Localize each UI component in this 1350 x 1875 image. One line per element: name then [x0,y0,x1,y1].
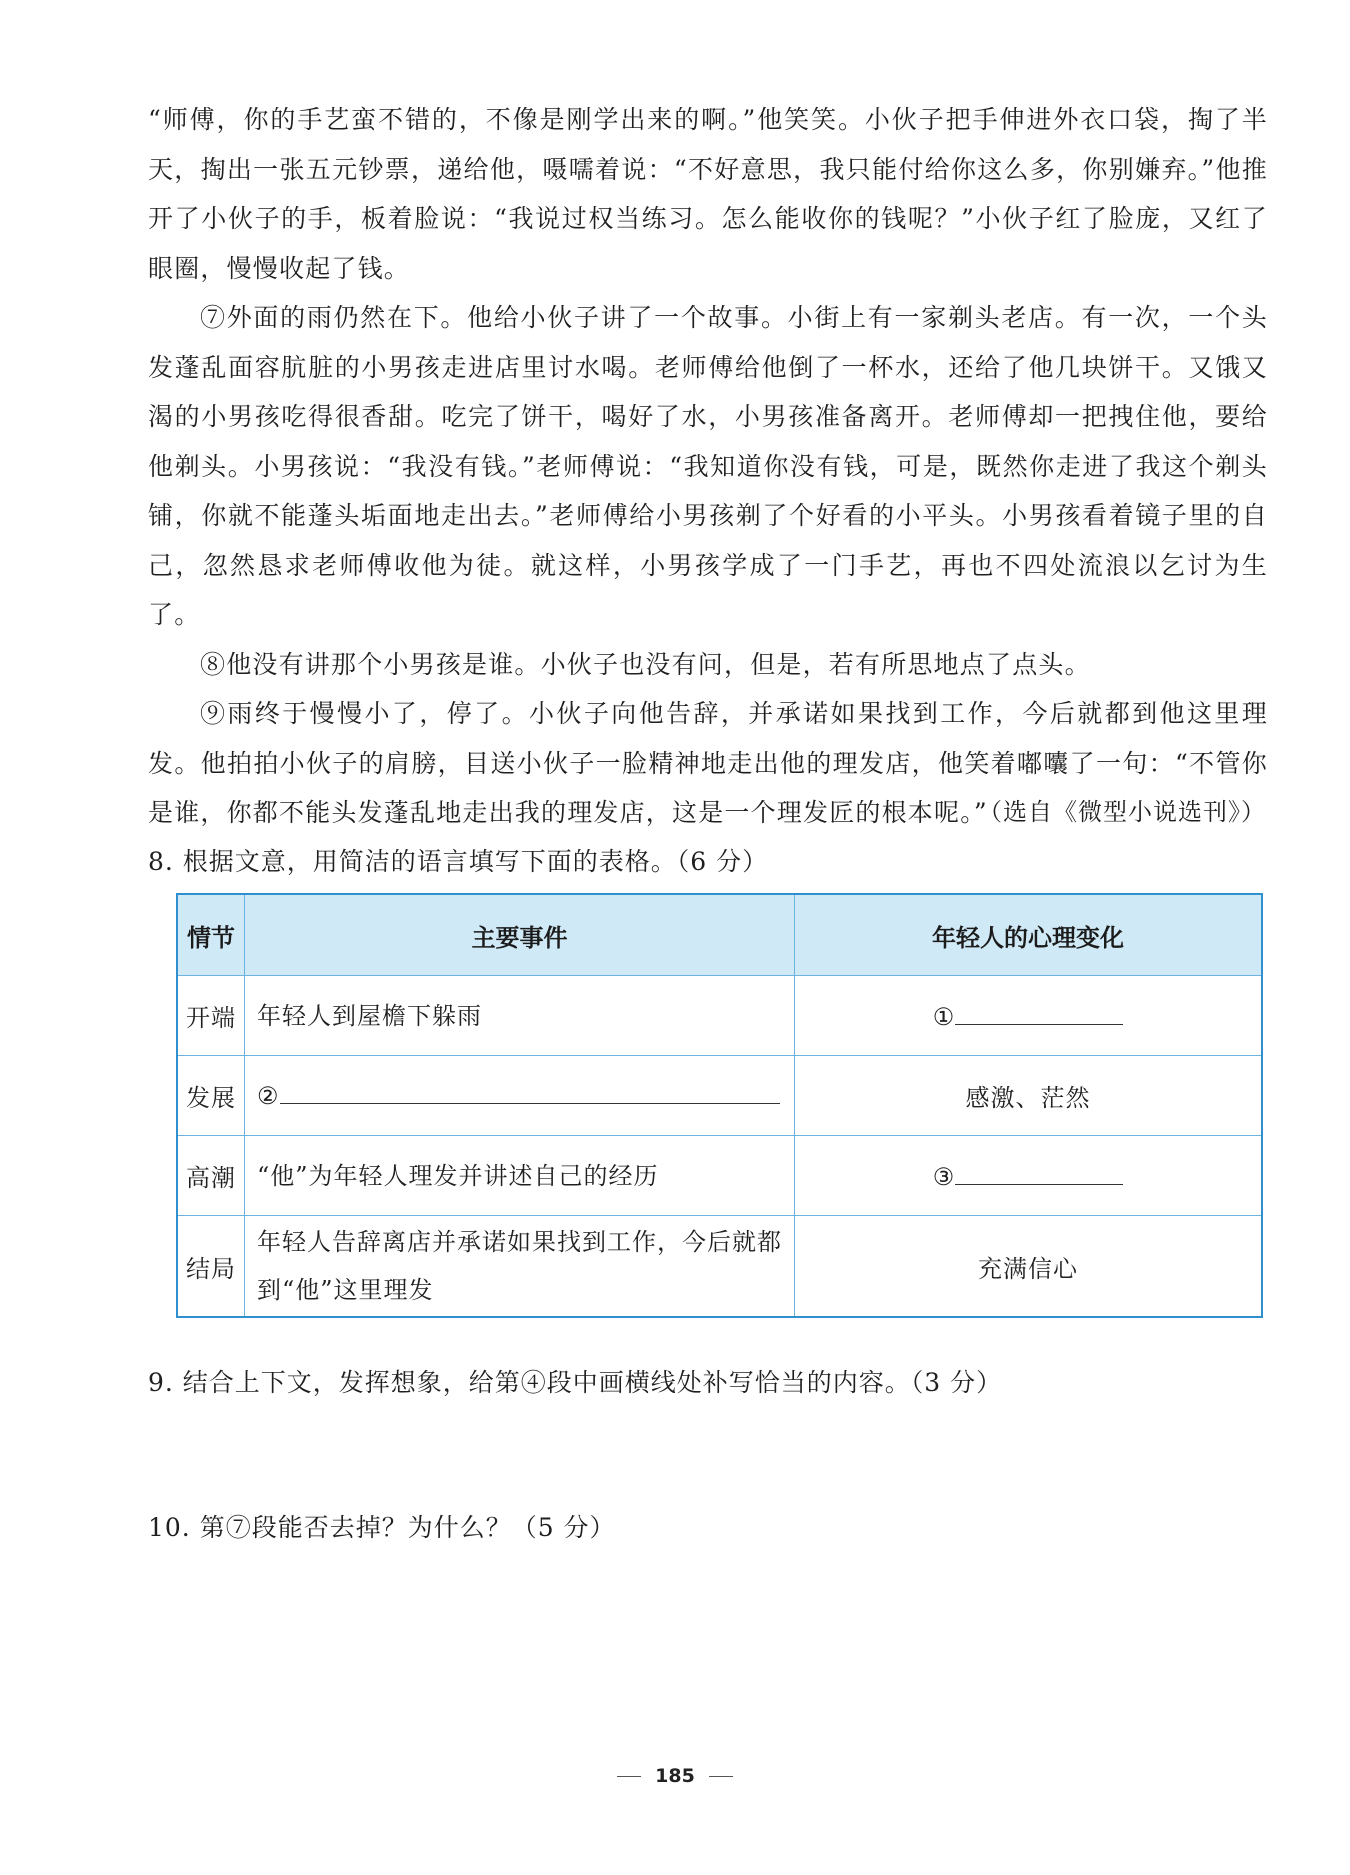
table-row [177,1056,1262,1136]
stage-cell: 高潮 [177,1136,245,1216]
event-cell: 年轻人到屋檐下躲雨 [245,976,795,1056]
event-cell: “他”为年轻人理发并讲述自己的经历 [245,1136,795,1216]
event-cell: 年轻人告辞离店并承诺如果找到工作，今后就都到“他”这里理发 [245,1216,795,1318]
mind-cell: 感激、茫然 [795,1056,1263,1136]
header-main-event: 主要事件 [245,894,795,976]
stage-cell: 发展 [177,1056,245,1136]
plot-table [176,893,1263,1318]
answer-blank-3[interactable] [955,1160,1123,1185]
mind-cell [795,976,1263,1056]
header-mind-change: 年轻人的心理变化 [795,894,1263,976]
event-cell [245,1056,795,1136]
table-row [177,1136,1262,1216]
footer-dash-left [617,1776,641,1777]
passage-source: （选自《微型小说选刊》） [978,798,1266,826]
blank-marker: ② [257,1081,280,1110]
table-header-row [177,894,1262,976]
table-row [177,1216,1262,1318]
stage-cell: 开端 [177,976,245,1056]
mind-cell: 充满信心 [795,1216,1263,1318]
footer-dash-right [709,1776,733,1777]
passage-paragraph-8: ⑧他没有讲那个小男孩是谁。小伙子也没有问，但是，若有所思地点了点头。 [200,649,1091,679]
passage-paragraph-9: ⑨雨终于慢慢小了，停了。小伙子向他告辞，并承诺如果找到工作，今后就都到他这里理发。他拍拍小伙子的肩膀，目送小伙子一脸精神地走出他的理发店，他笑着嘟囔了一句：“不管你是谁，你都不能头发蓬乱地走出我的理发店，这是一个理发匠的根本呢。” [148,699,1268,827]
reading-passage [148,95,1268,838]
answer-blank-1[interactable] [955,1000,1123,1025]
page-footer [0,1765,1350,1787]
question-10: 10. 第⑦段能否去掉？为什么？（5 分） [148,1513,616,1542]
answer-blank-2[interactable] [280,1079,780,1104]
header-stage: 情节 [177,894,245,976]
table-row [177,976,1262,1056]
question-9: 9. 结合上下文，发挥想象，给第④段中画横线处补写恰当的内容。（3 分） [148,1368,1003,1397]
mind-cell [795,1136,1263,1216]
question-8: 8. 根据文意，用简洁的语言填写下面的表格。（6 分） [148,847,769,876]
blank-marker: ① [932,1003,956,1031]
page-number: 185 [655,1765,695,1787]
stage-cell: 结局 [177,1216,245,1318]
passage-paragraph-7: ⑦外面的雨仍然在下。他给小伙子讲了一个故事。小街上有一家剃头老店。有一次，一个头发蓬乱面容肮脏的小男孩走进店里讨水喝。老师傅给他倒了一杯水，还给了他几块饼干。又饿又渴的小男孩吃得很香甜。吃完了饼干，喝好了水，小男孩准备离开。老师傅却一把拽住他，要给他剃头。小男孩说：“我没有钱。”老师傅说：“我知道你没有钱，可是，既然你走进了我这个剃头铺，你就不能蓬头垢面地走出去。”老师傅给小男孩剃了个好看的小平头。小男孩看着镜子里的自己，忽然恳求老师傅收他为徒。就这样，小男孩学成了一门手艺，再也不四处流浪以乞讨为生了。 [148,303,1268,629]
passage-paragraph-continued: “师傅，你的手艺蛮不错的，不像是刚学出来的啊。”他笑笑。小伙子把手伸进外衣口袋，掏了半天，掏出一张五元钞票，递给他，嗫嚅着说：“不好意思，我只能付给你这么多，你别嫌弃。”他推开了小伙子的手，板着脸说：“我说过权当练习。怎么能收你的钱呢？”小伙子红了脸庞，又红了眼圈，慢慢收起了钱。 [148,105,1268,283]
blank-marker: ③ [932,1163,956,1191]
